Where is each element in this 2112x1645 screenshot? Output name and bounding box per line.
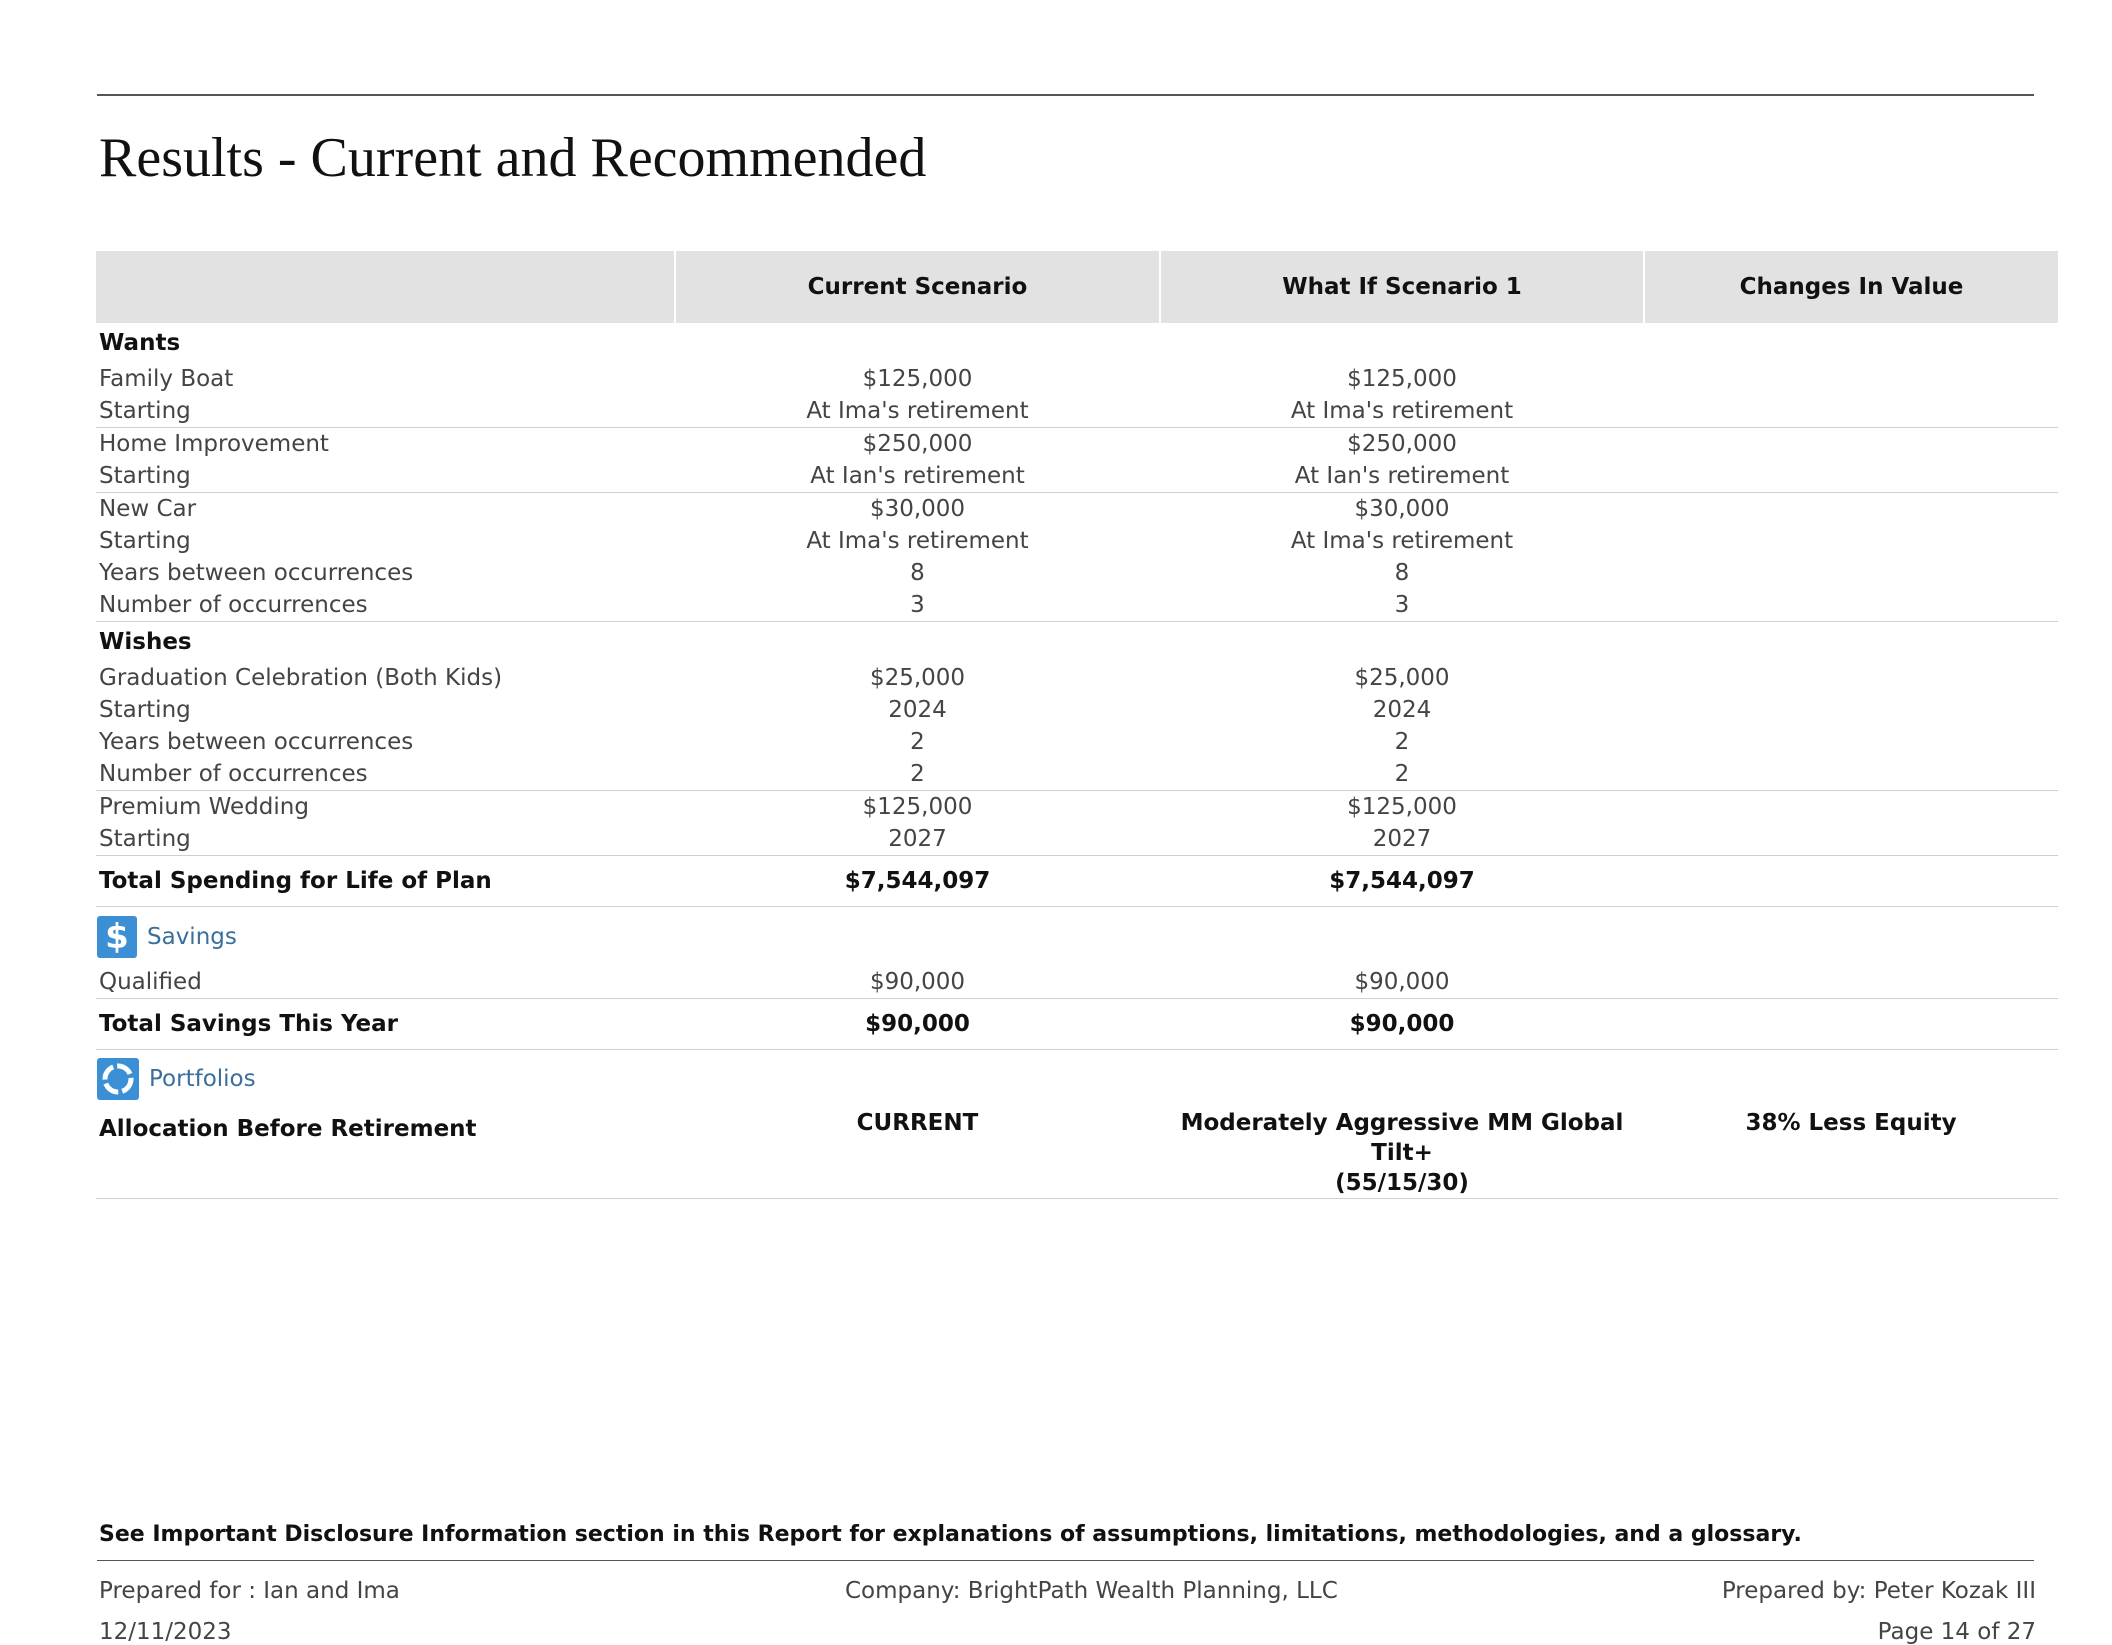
current-value: CURRENT: [675, 1108, 1160, 1199]
current-value: $30,000: [869, 496, 966, 522]
results-table: [96, 251, 2058, 1199]
table-row: [96, 694, 2058, 726]
whatif-value: [1160, 1108, 1644, 1199]
whatif-value: $90,000: [1160, 966, 1644, 999]
footer-prepared-by: Prepared by: Peter Kozak III: [1721, 1578, 2036, 1604]
section-label: Portfolios: [149, 1066, 256, 1092]
table-row: [96, 460, 2058, 493]
current-value: 2: [675, 758, 1160, 791]
row-label: Qualified: [96, 966, 675, 999]
whatif-value: 2: [1160, 758, 1644, 791]
row-label: Starting: [99, 697, 191, 723]
header-changes-in-value: Changes In Value: [1644, 251, 2058, 323]
footer-company: Company: BrightPath Wealth Planning, LLC: [845, 1578, 1338, 1604]
allocation-row: [96, 1108, 2058, 1199]
whatif-value: 2027: [1160, 823, 1644, 856]
current-value: At Ima's retirement: [675, 395, 1160, 428]
section-savings: [96, 907, 2058, 966]
whatif-portfolio-mix: (55/15/30): [1335, 1170, 1469, 1196]
footer-prepared-for: Prepared for : Ian and Ima: [99, 1578, 400, 1604]
disclosure-note: See Important Disclosure Information section in this Report for explanations of assumptions, limitations, methodologies, and a glossary.: [99, 1522, 1802, 1547]
row-label: Premium Wedding: [99, 794, 309, 820]
whatif-value: $30,000: [1354, 496, 1450, 522]
current-value: $90,000: [675, 966, 1160, 999]
header-what-if-scenario: What If Scenario 1: [1160, 251, 1644, 323]
table-header-row: [96, 251, 2058, 323]
section-wants: [96, 323, 2058, 363]
table-row: [96, 758, 2058, 791]
row-label: Starting: [96, 823, 675, 856]
current-value: At Ima's retirement: [806, 528, 1029, 554]
table-row: [96, 493, 2058, 526]
row-label: Years between occurrences: [99, 560, 414, 586]
row-label: Starting: [96, 395, 675, 428]
current-value: 2: [910, 729, 925, 755]
row-label: Total Savings This Year: [96, 998, 675, 1049]
portfolio-ring-icon: [97, 1058, 139, 1100]
row-label: New Car: [99, 496, 197, 522]
table-row: [96, 395, 2058, 428]
whatif-value: $7,544,097: [1160, 856, 1644, 907]
whatif-value: 3: [1160, 589, 1644, 622]
current-value: $250,000: [862, 431, 973, 457]
row-label: Graduation Celebration (Both Kids): [99, 665, 503, 691]
footer-rule: [97, 1560, 2034, 1561]
whatif-value: $125,000: [1347, 794, 1457, 820]
table-row: [96, 726, 2058, 758]
whatif-portfolio-name: Moderately Aggressive MM Global Tilt+: [1180, 1110, 1624, 1166]
footer-page-number: Page 14 of 27: [1877, 1619, 2036, 1645]
page-title: Results - Current and Recommended: [99, 127, 927, 189]
row-label: Years between occurrences: [99, 729, 414, 755]
dollar-icon: $: [97, 916, 137, 958]
portfolios-section-header: [97, 1050, 256, 1108]
section-wishes: [96, 622, 2058, 663]
section-label: Wants: [99, 330, 181, 356]
row-label: Allocation Before Retirement: [96, 1108, 675, 1199]
table-row: [96, 557, 2058, 589]
whatif-value: $90,000: [1160, 998, 1644, 1049]
current-value: $125,000: [862, 366, 973, 392]
section-portfolios: [96, 1049, 2058, 1108]
table-row: [96, 428, 2058, 461]
current-value: 2027: [675, 823, 1160, 856]
table-row: [96, 966, 2058, 999]
current-value: $90,000: [675, 998, 1160, 1049]
top-rule: [97, 94, 2034, 96]
current-value: At Ian's retirement: [675, 460, 1160, 493]
whatif-value: 2: [1394, 729, 1410, 755]
whatif-value: $125,000: [1347, 366, 1457, 392]
current-value: $25,000: [869, 665, 966, 691]
whatif-value: At Ima's retirement: [1160, 395, 1644, 428]
current-value: 3: [675, 589, 1160, 622]
current-value: $125,000: [862, 794, 973, 820]
header-label: [96, 251, 675, 323]
section-label: Savings: [147, 923, 237, 950]
section-label: Wishes: [99, 629, 192, 655]
table-row: [96, 791, 2058, 824]
table-row: [96, 823, 2058, 856]
savings-section-header: [97, 908, 237, 966]
whatif-value: At Ian's retirement: [1160, 460, 1644, 493]
whatif-value: $25,000: [1354, 665, 1450, 691]
total-savings-row: [96, 998, 2058, 1049]
row-label: Number of occurrences: [96, 589, 675, 622]
whatif-value: $250,000: [1347, 431, 1457, 457]
row-label: Total Spending for Life of Plan: [96, 856, 675, 907]
current-value: 2024: [888, 697, 947, 723]
header-current-scenario: Current Scenario: [675, 251, 1160, 323]
row-label: Family Boat: [99, 366, 234, 392]
row-label: Starting: [99, 528, 191, 554]
row-label: Home Improvement: [99, 431, 329, 457]
table-row: [96, 662, 2058, 694]
table-row: [96, 589, 2058, 622]
row-label: Starting: [96, 460, 675, 493]
total-spending-row: [96, 856, 2058, 907]
current-value: 8: [910, 560, 925, 586]
change-value: 38% Less Equity: [1644, 1108, 2058, 1199]
whatif-value: At Ima's retirement: [1290, 528, 1514, 554]
whatif-value: 2024: [1372, 697, 1432, 723]
whatif-value: 8: [1394, 560, 1410, 586]
table-row: [96, 525, 2058, 557]
current-value: $7,544,097: [675, 856, 1160, 907]
row-label: Number of occurrences: [96, 758, 675, 791]
table-row: [96, 363, 2058, 395]
footer-date: 12/11/2023: [99, 1619, 232, 1645]
